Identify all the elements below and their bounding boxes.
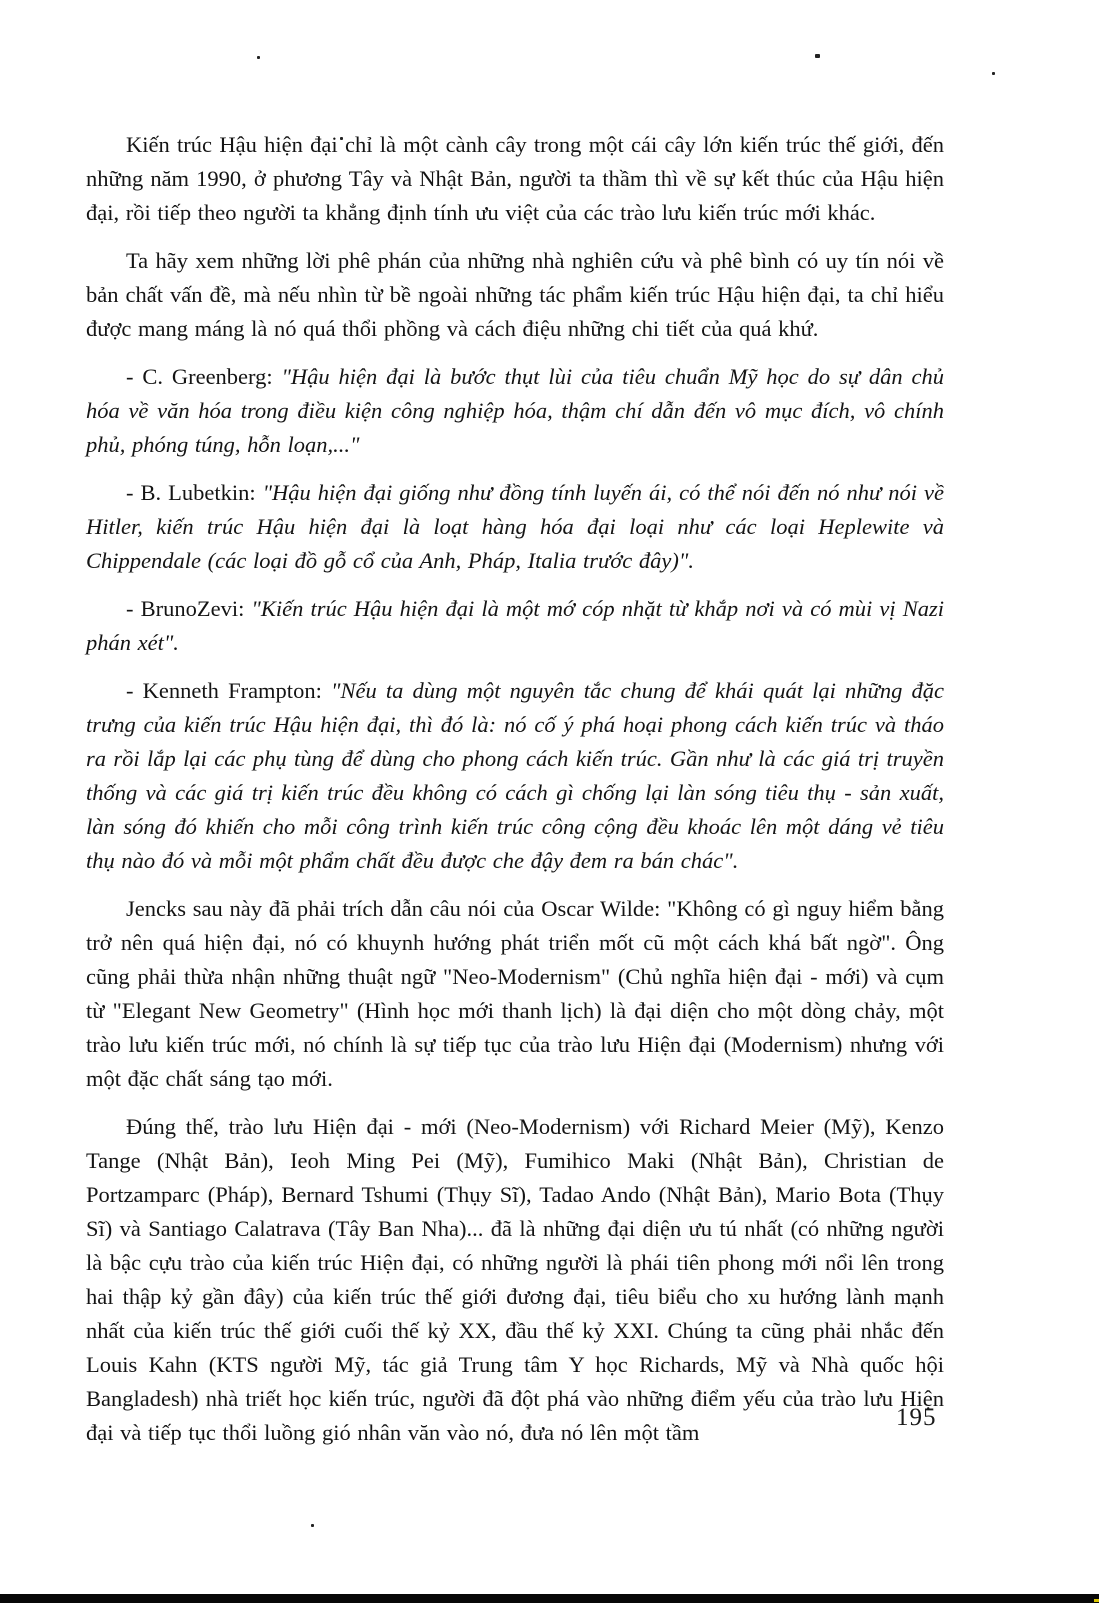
paragraph-intro xyxy=(86,128,944,230)
text-column xyxy=(86,128,944,1464)
quote-text: "Hậu hiện đại giống như đồng tính luyến ái, có thể nói đến nó như nói về Hitler, kiến trúc Hậu hiện đại là loạt hàng hóa đại loại như các loại Heplewite và Chippendale (các loại đồ gỗ cổ của Anh, Pháp, Italia trước đây)". xyxy=(86,480,944,573)
quote-greenberg xyxy=(86,360,944,462)
paragraph-jencks xyxy=(86,892,944,1096)
page-number: 195 xyxy=(896,1404,937,1431)
scan-speck xyxy=(992,72,995,75)
scan-edge-artifact xyxy=(0,1594,1099,1603)
quote-author: - Kenneth Frampton: xyxy=(126,678,331,703)
quote-text: "Kiến trúc Hậu hiện đại là một mớ cóp nhặt từ khắp nơi và có mùi vị Nazi phán xét". xyxy=(86,596,944,655)
quote-author: - BrunoZevi: xyxy=(126,596,252,621)
scan-speck xyxy=(257,56,260,59)
quote-text: "Nếu ta dùng một nguyên tắc chung để khái quát lại những đặc trưng của kiến trúc Hậu hiện đại, thì đó là: nó cố ý phá hoại phong cách kiến trúc và tháo ra rồi lắp lại các phụ tùng để dùng cho phong cách kiến trúc. Gần như là các giá trị truyền thống và các giá trị kiến trúc đều không có cách gì chống lại làn sóng tiêu thụ - sản xuất, làn sóng đó khiến cho mỗi công trình kiến trúc công cộng đều khoác lên một dáng vẻ tiêu thụ nào đó và mỗi một phẩm chất đều được che đậy đem ra bán chác". xyxy=(86,678,944,873)
quote-lubetkin xyxy=(86,476,944,578)
paragraph-text: Ta hãy xem những lời phê phán của những nhà nghiên cứu và phê bình có uy tín nói về bản chất vấn đề, mà nếu nhìn từ bề ngoài những tác phẩm kiến trúc Hậu hiện đại, ta chỉ hiểu được mang máng là nó quá thổi phồng và cách điệu những chi tiết của quá khứ. xyxy=(86,248,944,341)
scan-speck xyxy=(311,1524,314,1527)
quote-text: "Hậu hiện đại là bước thụt lùi của tiêu chuẩn Mỹ học do sự dân chủ hóa về văn hóa trong điều kiện công nghiệp hóa, thậm chí dẫn đến vô mục đích, vô chính phủ, phóng túng, hỗn loạn,..." xyxy=(86,364,944,457)
quote-author: - C. Greenberg: xyxy=(126,364,282,389)
paragraph-critics-intro xyxy=(86,244,944,346)
quote-brunozevi xyxy=(86,592,944,660)
paragraph-text: Jencks sau này đã phải trích dẫn câu nói của Oscar Wilde: "Không có gì nguy hiểm bằng trở nên quá hiện đại, nó có khuynh hướng phát triển mốt cũ một cách khá bất ngờ". Ông cũng phải thừa nhận những thuật ngữ "Neo-Modernism" (Chủ nghĩa hiện đại - mới) và cụm từ "Elegant New Geometry" (Hình học mới thanh lịch) là đại diện cho một dòng chảy, một trào lưu kiến trúc mới, nó chính là sự tiếp tục của trào lưu Hiện đại (Modernism) nhưng với một đặc chất sáng tạo mới. xyxy=(86,896,944,1091)
scan-corner-speck xyxy=(1094,1599,1099,1602)
paragraph-neo-modernism xyxy=(86,1110,944,1450)
scan-speck xyxy=(815,54,820,58)
paragraph-text: Đúng thế, trào lưu Hiện đại - mới (Neo-Modernism) với Richard Meier (Mỹ), Kenzo Tange (Nhật Bản), Ieoh Ming Pei (Mỹ), Fumihico Maki (Nhật Bản), Christian de Portzamparc (Pháp), Bernard Tshumi (Thụy Sĩ), Tadao Ando (Nhật Bản), Mario Bota (Thụy Sĩ) và Santiago Calatrava (Tây Ban Nha)... đã là những đại diện ưu tú nhất (có những người là bậc cựu trào của kiến trúc Hiện đại, có những người là phái tiên phong mới nổi lên trong hai thập kỷ gần đây) của kiến trúc thế giới đương đại, tiêu biểu cho xu hướng lành mạnh nhất của kiến trúc thế giới cuối thế kỷ XX, đầu thế kỷ XXI. Chúng ta cũng phải nhắc đến Louis Kahn (KTS người Mỹ, tác giả Trung tâm Y học Richards, Mỹ và Nhà quốc hội Bangladesh) nhà triết học kiến trúc, người đã đột phá vào những điểm yếu của trào lưu Hiện đại và tiếp tục thổi luồng gió nhân văn vào nó, đưa nó lên một tầm xyxy=(86,1114,944,1445)
quote-frampton xyxy=(86,674,944,878)
quote-author: - B. Lubetkin: xyxy=(126,480,263,505)
paragraph-text: Kiến trúc Hậu hiện đại chỉ là một cành cây trong một cái cây lớn kiến trúc thế giới, đến những năm 1990, ở phương Tây và Nhật Bản, người ta thầm thì về sự kết thúc của Hậu hiện đại, rồi tiếp theo người ta khẳng định tính ưu việt của các trào lưu kiến trúc mới khác. xyxy=(86,132,944,225)
